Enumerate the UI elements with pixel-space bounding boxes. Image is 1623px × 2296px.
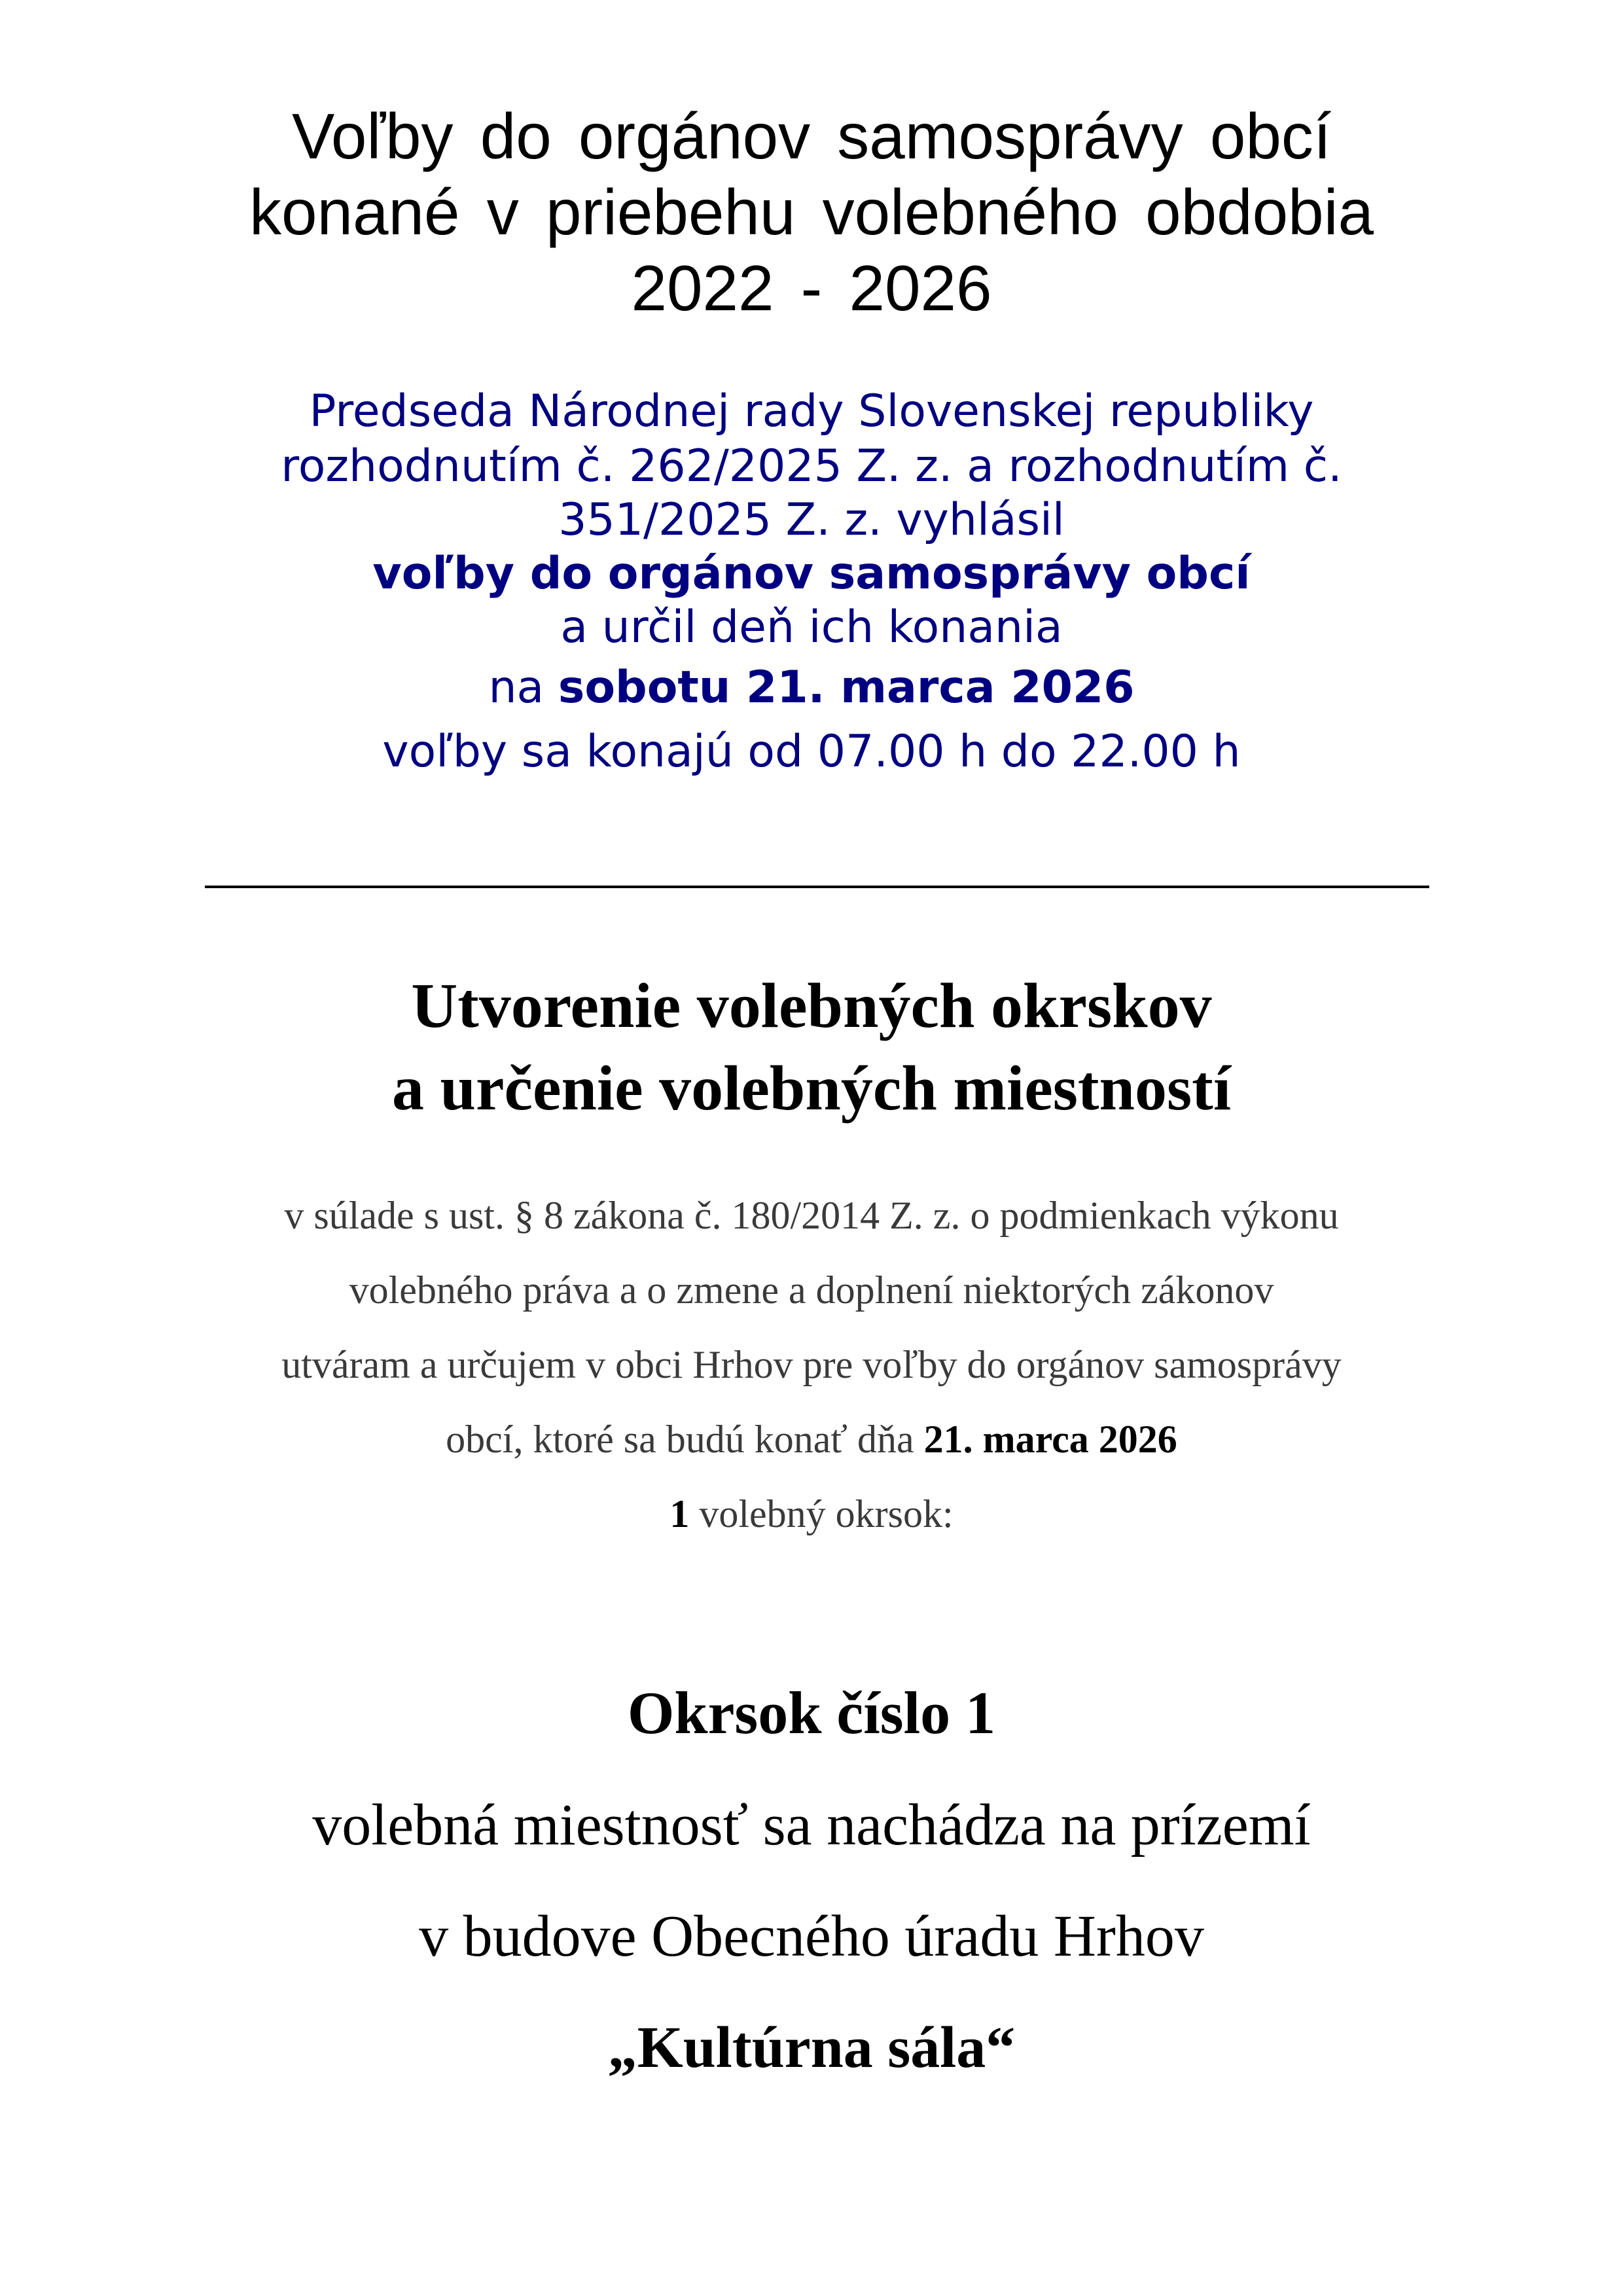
section-title-line-2: a určenie volebných miestností <box>391 1053 1232 1124</box>
election-type-bold: voľby do orgánov samosprávy obcí <box>372 548 1251 600</box>
section-body-line-3: utváram a určujem v obci Hrhov pre voľby do orgánov samosprávy <box>281 1343 1342 1386</box>
divider-line <box>205 886 1429 888</box>
section-body-line-5 <box>0 1477 1623 1551</box>
main-title-line-1: Voľby do orgánov samosprávy obcí <box>291 100 1332 172</box>
announcement-line-5: a určil deň ich konania <box>560 601 1063 653</box>
announcement-line-3: 351/2025 Z. z. vyhlásil <box>558 494 1065 546</box>
announcement-line-6 <box>0 661 1623 715</box>
announcement-line-1: Predseda Národnej rady Slovenskej republiky <box>309 386 1314 437</box>
district-location-line-2: v budove Obecného úradu Hrhov <box>419 1904 1204 1969</box>
section-body-line-4 <box>0 1402 1623 1477</box>
announcement-line-4 <box>0 547 1623 601</box>
district-count-text: volebný okrsok: <box>699 1492 954 1535</box>
announcement-line-2: rozhodnutím č. 262/2025 Z. z. a rozhodnutím č. <box>281 440 1342 492</box>
main-title-line-3: 2022 - 2026 <box>631 252 992 324</box>
body-line-4-text: obcí, ktoré sa budú konať dňa <box>446 1418 914 1461</box>
section-title-line-1: Utvorenie volebných okrskov <box>411 971 1212 1041</box>
announcement-line-7: voľby sa konajú od 07.00 h do 22.00 h <box>382 726 1241 778</box>
district-location-line-1: volebná miestnosť sa nachádza na prízemí <box>312 1793 1311 1857</box>
section-body-line-1: v súlade s ust. § 8 zákona č. 180/2014 Z. z. o podmienkach výkonu <box>284 1194 1339 1237</box>
election-date-bold: sobotu 21. marca 2026 <box>558 662 1135 713</box>
main-title-line-2: konané v priebehu volebného obdobia <box>249 176 1374 248</box>
section-body-line-2: volebného práva a o zmene a doplnení niektorých zákonov <box>349 1268 1274 1312</box>
district-count-bold: 1 <box>669 1492 690 1535</box>
body-date-bold: 21. marca 2026 <box>923 1418 1177 1461</box>
district-heading: Okrsok číslo 1 <box>627 1679 996 1746</box>
date-prefix: na <box>488 662 544 713</box>
district-place-name: „Kultúrna sála“ <box>607 2015 1016 2080</box>
